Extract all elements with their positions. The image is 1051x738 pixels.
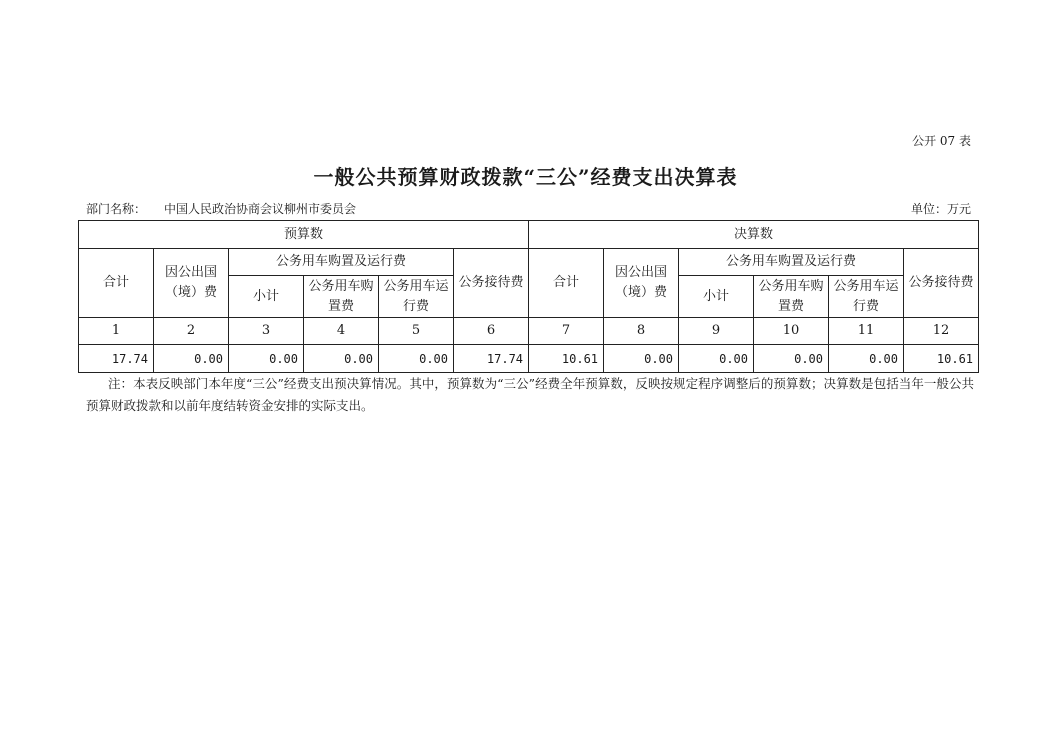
column-index-cell: 10 xyxy=(754,318,829,345)
value-cell: 0.00 xyxy=(829,345,904,373)
budget-vehicle-operation-header: 公务用车运行费 xyxy=(379,276,454,318)
value-cell: 0.00 xyxy=(229,345,304,373)
budget-reception-header: 公务接待费 xyxy=(454,249,529,318)
column-index-cell: 7 xyxy=(529,318,604,345)
actual-vehicle-group-header: 公务用车购置及运行费 xyxy=(679,249,904,276)
column-index-cell: 8 xyxy=(604,318,679,345)
column-index-cell: 6 xyxy=(454,318,529,345)
value-cell: 0.00 xyxy=(754,345,829,373)
value-cell: 17.74 xyxy=(79,345,154,373)
actual-total-header: 合计 xyxy=(529,249,604,318)
budget-subtotal-header: 小计 xyxy=(229,276,304,318)
unit-label: 单位：万元 xyxy=(910,202,971,216)
value-cell: 0.00 xyxy=(379,345,454,373)
column-index-cell: 11 xyxy=(829,318,904,345)
table-row xyxy=(79,345,979,373)
department-info xyxy=(86,200,356,217)
actual-abroad-header: 因公出国（境）费 xyxy=(604,249,679,318)
column-index-row xyxy=(79,318,979,345)
budget-total-header: 合计 xyxy=(79,249,154,318)
table-note: 注：本表反映部门本年度“三公”经费支出预决算情况。其中，预算数为“三公”经费全年预算数，反映按规定程序调整后的预算数；决算数是包括当年一般公共预算财政拨款和以前年度结转资金安排的实际支出。 xyxy=(86,376,974,413)
table-header-row xyxy=(79,221,979,249)
actual-vehicle-purchase-header: 公务用车购置费 xyxy=(754,276,829,318)
value-cell: 0.00 xyxy=(304,345,379,373)
column-index-cell: 3 xyxy=(229,318,304,345)
budget-header: 预算数 xyxy=(79,221,529,249)
page-title: 一般公共预算财政拨款“三公”经费支出决算表 xyxy=(313,165,738,189)
budget-abroad-header: 因公出国（境）费 xyxy=(154,249,229,318)
budget-vehicle-group-header: 公务用车购置及运行费 xyxy=(229,249,454,276)
column-index-cell: 4 xyxy=(304,318,379,345)
department-label: 部门名称： xyxy=(86,202,147,216)
value-cell: 0.00 xyxy=(604,345,679,373)
column-index-cell: 12 xyxy=(904,318,979,345)
actual-header: 决算数 xyxy=(529,221,979,249)
department-name: 中国人民政治协商会议柳州市委员会 xyxy=(164,202,357,216)
actual-vehicle-operation-header: 公务用车运行费 xyxy=(829,276,904,318)
budget-vehicle-purchase-header: 公务用车购置费 xyxy=(304,276,379,318)
actual-reception-header: 公务接待费 xyxy=(904,249,979,318)
actual-subtotal-header: 小计 xyxy=(679,276,754,318)
column-index-cell: 2 xyxy=(154,318,229,345)
column-index-cell: 5 xyxy=(379,318,454,345)
value-cell: 10.61 xyxy=(904,345,979,373)
column-index-cell: 1 xyxy=(79,318,154,345)
form-number: 公开 07 表 xyxy=(912,134,971,148)
value-cell: 10.61 xyxy=(529,345,604,373)
value-cell: 0.00 xyxy=(679,345,754,373)
value-cell: 0.00 xyxy=(154,345,229,373)
value-cell: 17.74 xyxy=(454,345,529,373)
three-public-expenses-table xyxy=(78,220,979,373)
column-index-cell: 9 xyxy=(679,318,754,345)
table-header-row xyxy=(79,249,979,276)
